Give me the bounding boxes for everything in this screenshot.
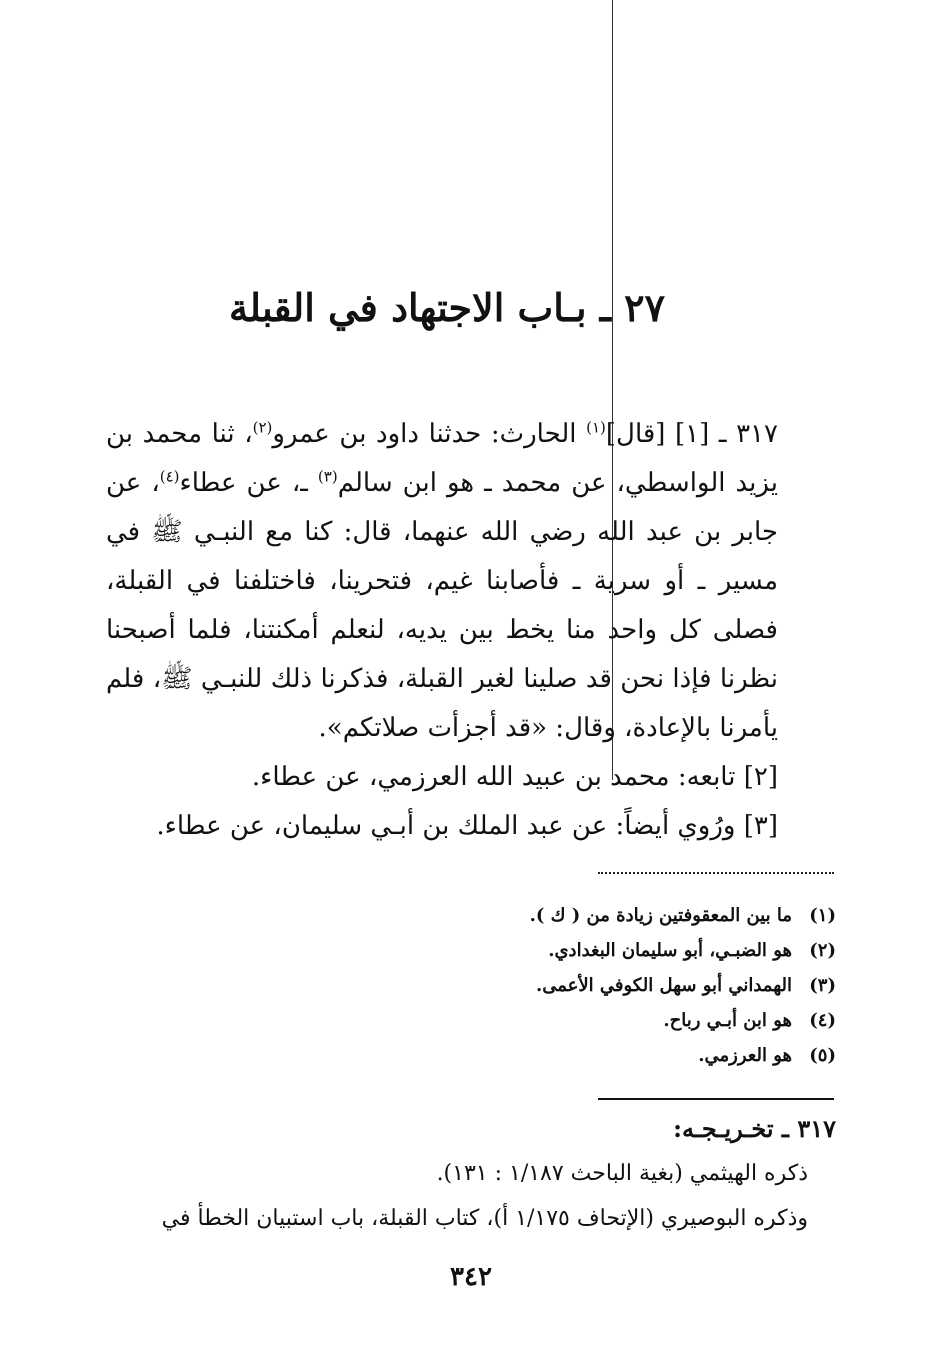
- hadith-paragraph-3: [٣] ورُوي أيضاً: عن عبد الملك بن أبـي سليمان، عن عطاء.: [156, 811, 778, 841]
- takhrij-line: وذكره البوصيري (الإتحاف ١/١٧٥ أ)، كتاب القبلة، باب استبيان الخطأ في: [161, 1206, 808, 1231]
- hadith-paragraph-2: [٢] تابعه: محمد بن عبيد الله العرزمي، عن عطاء.: [251, 762, 778, 792]
- takhrij-section: [106, 1106, 836, 1241]
- hadith-text-part-2: ، ثنا محمد بن يزيد الواسطي، عن محمد ـ هو ابن سالم: [106, 419, 778, 498]
- footnote-number: (١): [809, 905, 836, 926]
- hadith-body: [106, 410, 836, 851]
- takhrij-heading: ٣١٧ ـ تخـريـجـه:: [673, 1114, 836, 1143]
- footnote-ref-3[interactable]: (٣): [317, 467, 338, 486]
- hadith-text-part-4: ، عن جابر بن عبد الله رضي الله عنهما، قال: كنا مع النبـي ﷺ في مسير ـ أو سرية ـ فأصابنا غيم، فتحرينا، فاختلفنا في القبلة، فصلى كل واحد منا يخط بين يديه، لنعلم أمكنتنا، فلما أصبحنا نظرنا فإذا نحن قد صلينا لغير القبلة، فذكرنا ذلك للنبـي ﷺ، فلم يأمرنا بالإعادة، وقال: «قد أجزأت صلاتكم».: [106, 468, 779, 743]
- footnote-text: هو الضبـي، أبو سليمان البغدادي.: [548, 940, 792, 961]
- footnote-number: (٥): [809, 1045, 836, 1066]
- page-number: ٣٤٢: [450, 1262, 492, 1292]
- footnote-item: [106, 933, 836, 968]
- footnote-ref-2[interactable]: (٢): [252, 418, 273, 437]
- footnote-number: (٢): [809, 940, 836, 961]
- footnote-separator: [598, 872, 834, 874]
- footnote-text: الهمداني أبو سهل الكوفي الأعمى.: [535, 975, 792, 996]
- footnote-item: [106, 968, 836, 1003]
- hadith-lead: ٣١٧ ـ [١] [قال]: [605, 419, 778, 449]
- hadith-text-part-3: ـ، عن عطاء: [179, 468, 318, 498]
- takhrij-line: ذكره الهيثمي (بغية الباحث ١/١٨٧ : ١٣١).: [436, 1161, 808, 1186]
- footnote-number: (٤): [809, 1010, 836, 1031]
- hadith-main-paragraph: [106, 410, 836, 753]
- footnote-item: [106, 1038, 836, 1073]
- footnote-ref-1[interactable]: (١): [586, 418, 606, 437]
- footnote-item: [106, 1003, 836, 1038]
- footnote-item: [106, 898, 836, 933]
- chapter-title: ٢٧ ـ بـاب الاجتهاد في القبلة: [229, 285, 665, 330]
- footnote-text: هو العرزمي.: [698, 1045, 792, 1066]
- footnote-ref-4[interactable]: (٤): [159, 467, 180, 486]
- hadith-text-part-1: الحارث: حدثنا داود بن عمرو: [272, 419, 587, 449]
- footnotes-list: [106, 898, 836, 1073]
- footnote-text: ما بين المعقوفتين زيادة من ( ك ).: [529, 905, 792, 926]
- footnote-text: هو ابن أبـي رباح.: [663, 1010, 792, 1031]
- takhrij-separator: [598, 1098, 834, 1100]
- footnote-number: (٣): [809, 975, 836, 996]
